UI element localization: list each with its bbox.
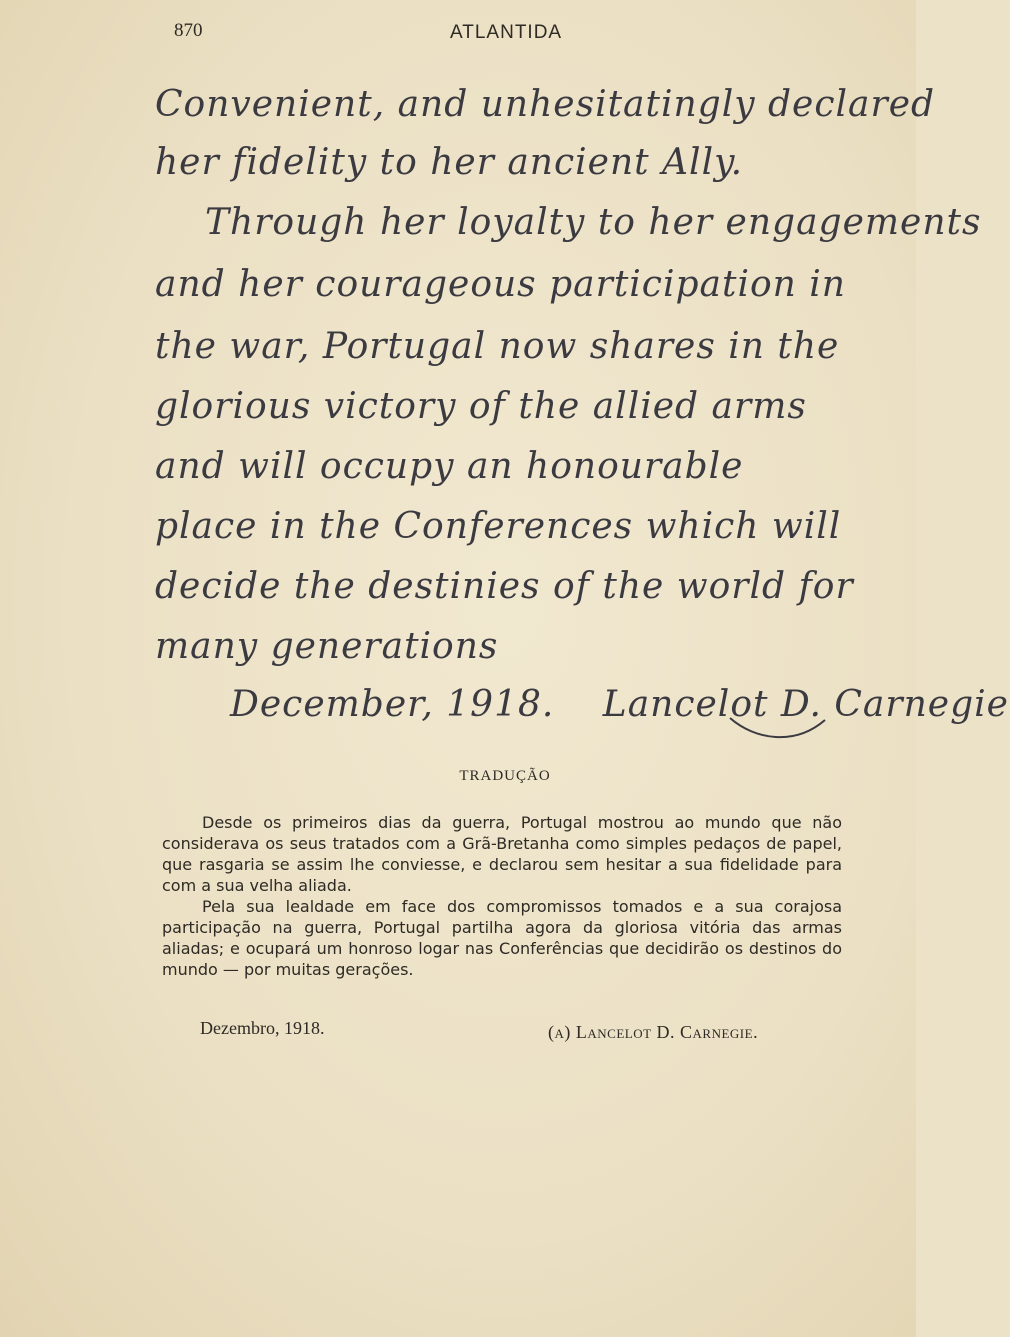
manuscript-line: the war, Portugal now shares in the <box>155 326 840 367</box>
manuscript-line: decide the destinies of the world for <box>155 566 854 607</box>
manuscript-date: December, 1918. <box>230 684 555 725</box>
page-number: 870 <box>174 20 203 41</box>
manuscript-signature: Lancelot D. Carnegie <box>602 684 1009 725</box>
manuscript-signature-line <box>230 680 1009 730</box>
manuscript-line: glorious victory of the allied arms <box>155 386 807 427</box>
manuscript-line: many generations <box>155 626 499 667</box>
running-head: ATLANTIDA <box>450 22 563 43</box>
signature-flourish <box>725 710 835 750</box>
translation-signature: (a) Lancelot D. Carnegie. <box>548 1022 759 1042</box>
translation-date: Dezembro, 1918. <box>200 1018 325 1038</box>
translation-body <box>162 812 842 980</box>
manuscript-line: and will occupy an honourable <box>155 446 744 487</box>
manuscript-line: Through her loyalty to her engagements <box>205 202 982 243</box>
manuscript-line: her fidelity to her ancient Ally. <box>155 142 744 183</box>
manuscript-line: Convenient, and unhesitatingly declared <box>155 84 936 125</box>
translation-paragraph: Pela sua lealdade em face dos compromissos tomados e a sua corajosa participação na guerra, Portugal partilha agora da gloriosa vitória das armas aliadas; e ocupará um honroso logar nas Conferências que decidirão os destinos do mundo — por muitas gerações. <box>162 897 842 979</box>
manuscript-line: and her courageous participation in <box>155 264 846 305</box>
translation-paragraph: Desde os primeiros dias da guerra, Portugal mostrou ao mundo que não considerava os seus tratados com a Grã-Bretanha como simples pedaços de papel, que rasgaria se assim lhe conviesse, e declarou sem hesitar a sua fidelidade para com a sua velha aliada. <box>162 813 842 895</box>
translation-heading: TRADUÇÃO <box>459 768 551 784</box>
manuscript-line: place in the Conferences which will <box>155 506 842 547</box>
